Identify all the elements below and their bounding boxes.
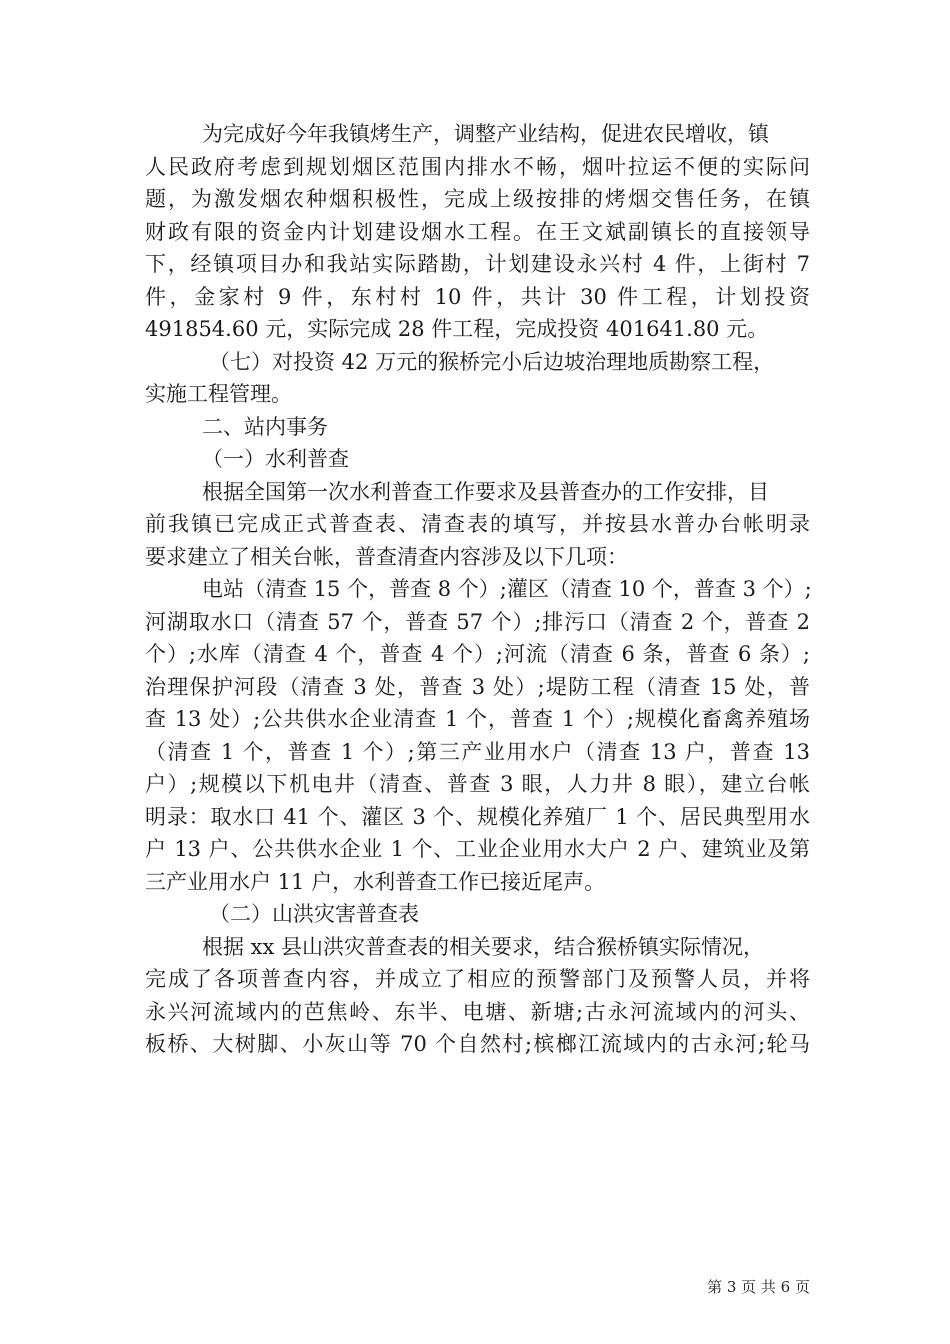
section-heading-2: 二、站内事务 [202, 414, 328, 439]
paragraph-line: 要求建立了相关台帐，普查清查内容涉及以下几项： [145, 544, 628, 569]
paragraph-line: 根据全国第一次水利普查工作要求及县普查办的工作安排，目 [202, 479, 769, 504]
paragraph-line: 三产业用水户 11 户，水利普查工作已接近尾声。 [145, 869, 606, 894]
paragraph-line: 河湖取水口（清查 57 个，普查 57 个）;排污口（清查 2 个，普查 2 [145, 609, 810, 634]
paragraph-line: 户 13 户、公共供水企业 1 个、工业企业用水大户 2 户、建筑业及第 [145, 837, 810, 861]
paragraph-line: 治理保护河段（清查 3 处，普查 3 处）;堤防工程（清查 15 处，普 [145, 674, 810, 699]
paragraph-line: （清查 1 个，普查 1 个）;第三产业用水户（清查 13 户，普查 13 [145, 739, 810, 764]
paragraph-line: 为完成好今年我镇烤生产，调整产业结构，促进农民增收，镇 [202, 122, 769, 146]
paragraph-line: 户）;规模以下机电井（清查、普查 3 眼，人力井 8 眼），建立台帐 [145, 772, 810, 796]
subsection-heading-2: （二）山洪灾害普查表 [209, 902, 419, 926]
paragraph-line: 实施工程管理。 [145, 382, 292, 406]
paragraph-line: 电站（清查 15 个，普查 8 个）;灌区（清查 10 个，普查 3 个）; [202, 577, 812, 601]
paragraph-line: 财政有限的资金内计划建设烟水工程。在王文斌副镇长的直接领导 [145, 219, 810, 244]
paragraph-line: 永兴河流域内的芭焦岭、东半、电塘、新塘;古永河流域内的河头、 [145, 999, 810, 1024]
paragraph-line: 个）;水库（清查 4 个，普查 4 个）;河流（清查 6 条，普查 6 条）; [145, 642, 810, 666]
paragraph-line: 491854.60 元，实际完成 28 件工程，完成投资 401641.80 元。 [145, 317, 769, 341]
paragraph-line: 前我镇已完成正式普查表、清查表的填写，并按县水普办台帐明录 [145, 512, 810, 536]
paragraph-line: 明录：取水口 41 个、灌区 3 个、规模化养殖厂 1 个、居民典型用水 [145, 804, 810, 829]
paragraph-line: 查 13 处）;公共供水企业清查 1 个，普查 1 个）;规模化畜禽养殖场 [145, 707, 810, 731]
subsection-heading-1: （一）水利普查 [202, 447, 349, 471]
paragraph-line: 人民政府考虑到规划烟区范围内排水不畅，烟叶拉运不便的实际问 [145, 154, 810, 179]
page-indicator: 第 3 页 共 6 页 [707, 1278, 810, 1296]
paragraph-line: 板桥、大树脚、小灰山等 70 个自然村;槟榔江流域内的古永河;轮马 [145, 1032, 810, 1056]
paragraph-line: 完成了各项普查内容，并成立了相应的预警部门及预警人员，并将 [145, 967, 810, 991]
paragraph-line: 件，金家村 9 件，东村村 10 件，共计 30 件工程，计划投资 [145, 284, 810, 309]
paragraph-line: 题，为激发烟农种烟积极性，完成上级按排的烤烟交售任务，在镇 [145, 187, 810, 211]
body-text [145, 118, 810, 1061]
paragraph-line: 根据 xx 县山洪灾普查表的相关要求，结合猴桥镇实际情况， [202, 934, 765, 959]
section-heading-7: （七）对投资 42 万元的猴桥完小后边坡治理地质勘察工程， [209, 349, 775, 374]
paragraph-line: 下，经镇项目办和我站实际踏勘，计划建设永兴村 4 件，上街村 7 [145, 252, 810, 276]
